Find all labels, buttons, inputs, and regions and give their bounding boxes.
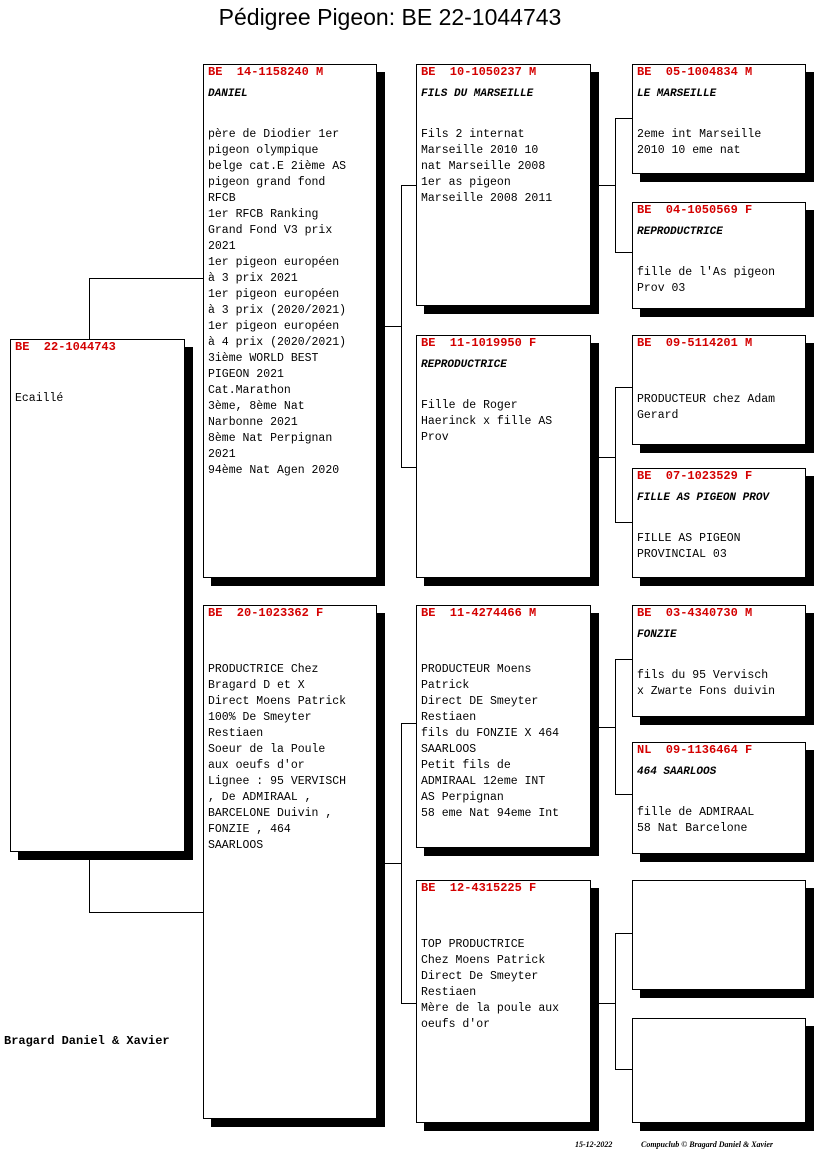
connector-line bbox=[615, 118, 616, 253]
sire-sire-dam-card[interactable] bbox=[632, 202, 806, 309]
pigeon-name: DANIEL bbox=[208, 88, 248, 100]
ring-number: NL 09-1136464 F bbox=[637, 743, 753, 757]
sire-sire-card[interactable] bbox=[416, 64, 591, 306]
connector-line bbox=[401, 467, 417, 468]
connector-line bbox=[401, 185, 402, 468]
dam-sire-card[interactable] bbox=[416, 605, 591, 848]
connector-line bbox=[615, 933, 616, 1070]
connector-line bbox=[615, 1069, 633, 1070]
pigeon-info: père de Diodier 1er pigeon olympique belge cat.E 2ième AS pigeon grand fond RFCB 1er RFCB Ranking Grand Fond V3 prix 2021 1er pigeon européen à 3 prix 2021 1er pigeon européen à 3 prix (2020/2021) 1er pigeon européen à 4 prix (2020/2021) 3ième WORLD BEST PIGEON 2021 Cat.Marathon 3ème, 8ème Nat Narbonne 2021 8ème Nat Perpignan 2021 94ème Nat Agen 2020 bbox=[208, 128, 347, 477]
connector-line bbox=[615, 387, 616, 523]
page-title: Pédigree Pigeon: BE 22-1044743 bbox=[218, 4, 562, 30]
pigeon-name: LE MARSEILLE bbox=[637, 88, 717, 100]
connector-line bbox=[615, 522, 633, 523]
pigeon-info: Fils 2 internat Marseille 2010 10 nat Marseille 2008 1er as pigeon Marseille 2008 2011 bbox=[421, 128, 553, 205]
connector-line bbox=[615, 794, 633, 795]
ring-number: BE 09-5114201 M bbox=[637, 336, 753, 350]
ring-number: BE 11-4274466 M bbox=[421, 606, 537, 620]
pigeon-info: PRODUCTEUR chez Adam Gerard bbox=[637, 393, 776, 422]
sire-dam-card[interactable] bbox=[416, 335, 591, 578]
pigeon-info: fils du 95 Vervisch x Zwarte Fons duivin bbox=[637, 669, 776, 698]
connector-line bbox=[376, 863, 402, 864]
connector-line bbox=[401, 185, 417, 186]
pigeon-info: fille de l'As pigeon Prov 03 bbox=[637, 266, 776, 295]
sire-sire-sire-card[interactable] bbox=[632, 64, 806, 174]
pigeon-info: PRODUCTRICE Chez Bragard D et X Direct Moens Patrick 100% De Smeyter Restiaen Soeur de la Poule aux oeufs d'or Lignee : 95 VERVISCH , De ADMIRAAL , BARCELONE Duivin , FONZIE , 464 SAARLOOS bbox=[208, 663, 347, 852]
sire-dam-dam-card[interactable] bbox=[632, 468, 806, 578]
connector-line bbox=[615, 933, 633, 934]
connector-line bbox=[615, 118, 633, 119]
dam-sire-sire-card[interactable] bbox=[632, 605, 806, 717]
pigeon-name: FILS DU MARSEILLE bbox=[421, 88, 534, 100]
connector-line bbox=[89, 278, 90, 340]
dam-dam-dam-card[interactable] bbox=[632, 1018, 806, 1123]
pigeon-name: FONZIE bbox=[637, 629, 677, 641]
ring-number: BE 07-1023529 F bbox=[637, 469, 753, 483]
connector-line bbox=[89, 851, 90, 913]
pigeon-info: Fille de Roger Haerinck x fille AS Prov bbox=[421, 399, 553, 444]
ring-number: BE 20-1023362 F bbox=[208, 606, 324, 620]
connector-line bbox=[89, 912, 204, 913]
connector-line bbox=[401, 1003, 417, 1004]
sire-dam-sire-card[interactable] bbox=[632, 335, 806, 445]
ring-number: BE 12-4315225 F bbox=[421, 881, 537, 895]
ring-number: BE 05-1004834 M bbox=[637, 65, 753, 79]
subject-pigeon-card[interactable] bbox=[10, 339, 185, 852]
dam-dam-card[interactable] bbox=[416, 880, 591, 1123]
pigeon-info: PRODUCTEUR Moens Patrick Direct DE Smeyter Restiaen fils du FONZIE X 464 SAARLOOS Petit fils de ADMIRAAL 12eme INT AS Perpignan 58 eme Nat 94eme Int bbox=[421, 663, 560, 820]
dam-card[interactable] bbox=[203, 605, 377, 1119]
ring-number: BE 22-1044743 bbox=[15, 340, 116, 354]
pigeon-info: FILLE AS PIGEON PROVINCIAL 03 bbox=[637, 532, 741, 561]
connector-line bbox=[590, 457, 616, 458]
ring-number: BE 04-1050569 F bbox=[637, 203, 753, 217]
ring-number: BE 10-1050237 M bbox=[421, 65, 537, 79]
connector-line bbox=[401, 723, 402, 1004]
connector-line bbox=[376, 326, 402, 327]
ring-number: BE 14-1158240 M bbox=[208, 65, 324, 79]
connector-line bbox=[615, 659, 616, 795]
footer-date: 15-12-2022 bbox=[575, 1140, 613, 1149]
pigeon-info: 2eme int Marseille 2010 10 eme nat bbox=[637, 128, 762, 157]
breeder-name: Bragard Daniel & Xavier bbox=[4, 1034, 170, 1048]
connector-line bbox=[401, 723, 417, 724]
connector-line bbox=[590, 727, 616, 728]
connector-line bbox=[590, 185, 616, 186]
dam-sire-dam-card[interactable] bbox=[632, 742, 806, 854]
ring-number: BE 03-4340730 M bbox=[637, 606, 753, 620]
connector-line bbox=[615, 252, 633, 253]
dam-dam-sire-card[interactable] bbox=[632, 880, 806, 990]
pigeon-name: 464 SAARLOOS bbox=[637, 766, 717, 778]
pigeon-info: TOP PRODUCTRICE Chez Moens Patrick Direct De Smeyter Restiaen Mère de la poule aux oeufs d'or bbox=[421, 938, 560, 1031]
connector-line bbox=[615, 659, 633, 660]
connector-line bbox=[615, 387, 633, 388]
sire-card[interactable] bbox=[203, 64, 377, 578]
footer-copyright: Compuclub © Bragard Daniel & Xavier bbox=[641, 1140, 773, 1149]
connector-line bbox=[89, 278, 204, 279]
pigeon-name: REPRODUCTRICE bbox=[421, 359, 507, 371]
connector-line bbox=[590, 1003, 616, 1004]
pigeon-info: fille de ADMIRAAL 58 Nat Barcelone bbox=[637, 806, 755, 835]
ring-number: BE 11-1019950 F bbox=[421, 336, 537, 350]
pigeon-info: Ecaillé bbox=[15, 392, 64, 405]
pigeon-name: REPRODUCTRICE bbox=[637, 226, 723, 238]
pigeon-name: FILLE AS PIGEON PROV bbox=[637, 492, 770, 504]
